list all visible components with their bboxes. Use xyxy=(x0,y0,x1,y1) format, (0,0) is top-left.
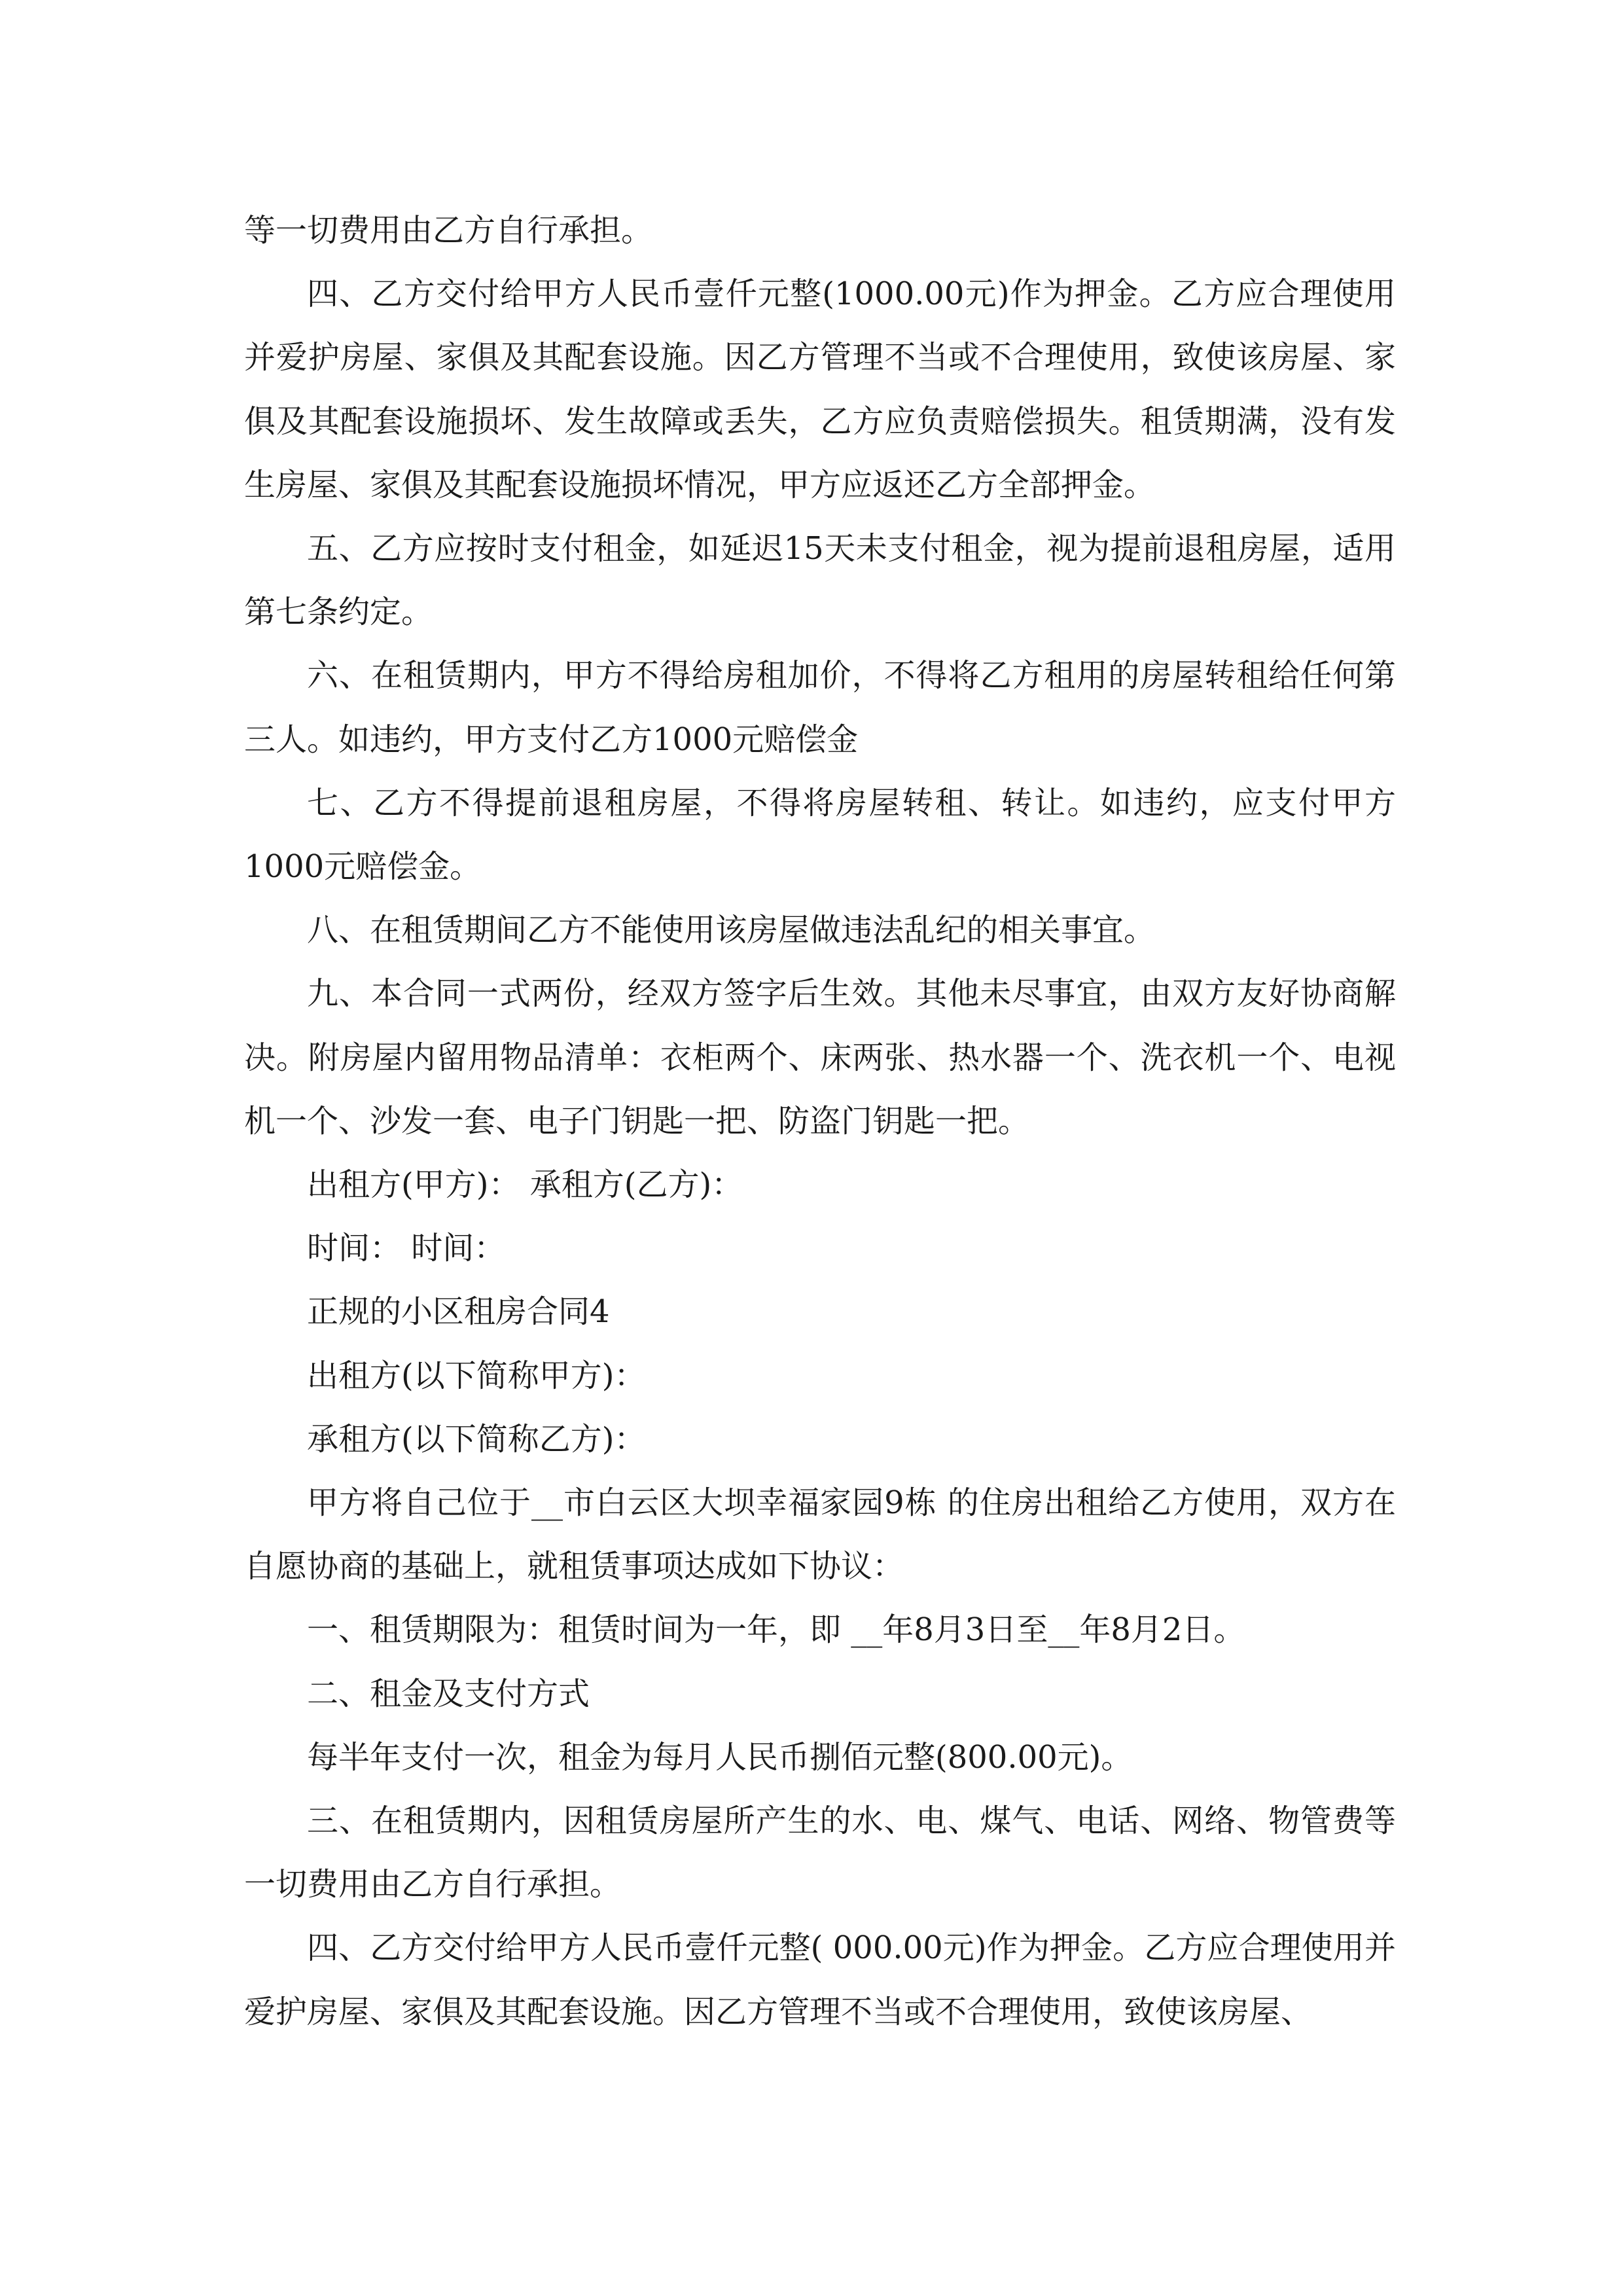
signature-parties-line: 出租方(甲方)： 承租方(乙方)： xyxy=(307,1166,743,1204)
contract-title: 正规的小区租房合同4 xyxy=(307,1293,610,1331)
paragraph-article-6-landlord-obligations: 六、在租赁期内，甲方不得给房租加价，不得将乙方租用的房屋转租给任何第三人。如违约，甲方支付乙方1000元赔偿金 xyxy=(244,657,1396,758)
paragraph-article-1-term: 一、租赁期限为：租赁时间为一年，即 __年8月3日至__年8月2日。 xyxy=(307,1611,1245,1649)
tenant-party-line: 承租方(以下简称乙方)： xyxy=(307,1420,646,1458)
paragraph-article-3-fees: 三、在租赁期内，因租赁房屋所产生的水、电、煤气、电话、网络、物管费等一切费用由乙方自行承担。 xyxy=(244,1803,1396,1903)
paragraph-continuation: 等一切费用由乙方自行承担。 xyxy=(244,212,653,249)
paragraph-article-8-lawful-use: 八、在租赁期间乙方不能使用该房屋做违法乱纪的相关事宜。 xyxy=(307,912,1156,949)
paragraph-article-4-deposit-repeat: 四、乙方交付给甲方人民币壹仟元整( 000.00元)作为押金。乙方应合理使用并爱护房屋、家俱及其配套设施。因乙方管理不当或不合理使用，致使该房屋、 xyxy=(244,1929,1396,2030)
landlord-party-line: 出租方(以下简称甲方)： xyxy=(307,1357,646,1394)
document-body xyxy=(244,199,1396,2044)
paragraph-article-4-deposit: 四、乙方交付给甲方人民币壹仟元整(1000.00元)作为押金。乙方应合理使用并爱护房屋、家俱及其配套设施。因乙方管理不当或不合理使用，致使该房屋、家俱及其配套设施损坏、发生故障或丢失，乙方应负责赔偿损失。租赁期满，没有发生房屋、家俱及其配套设施损坏情况，甲方应返还乙方全部押金。 xyxy=(244,276,1396,503)
paragraph-article-2-rent: 每半年支付一次，租金为每月人民币捌佰元整(800.00元)。 xyxy=(307,1738,1133,1776)
paragraph-article-7-tenant-obligations: 七、乙方不得提前退租房屋，不得将房屋转租、转让。如违约，应支付甲方1000元赔偿金。 xyxy=(244,784,1396,886)
signature-date-line: 时间： 时间： xyxy=(307,1230,506,1267)
paragraph-article-9-effect-and-inventory: 九、本合同一式两份，经双方签字后生效。其他未尽事宜，由双方友好协商解决。附房屋内留用物品清单：衣柜两个、床两张、热水器一个、洗衣机一个、电视机一个、沙发一套、电子门钥匙一把、防盗门钥匙一把。 xyxy=(244,975,1396,1139)
paragraph-article-5-late-payment: 五、乙方应按时支付租金，如延迟15天未支付租金，视为提前退租房屋，适用第七条约定。 xyxy=(244,530,1396,631)
paragraph-article-2-heading: 二、租金及支付方式 xyxy=(307,1675,590,1712)
paragraph-preamble: 甲方将自己位于__市白云区大坝幸福家园9栋 的住房出租给乙方使用，双方在自愿协商的基础上，就租赁事项达成如下协议： xyxy=(244,1484,1396,1585)
